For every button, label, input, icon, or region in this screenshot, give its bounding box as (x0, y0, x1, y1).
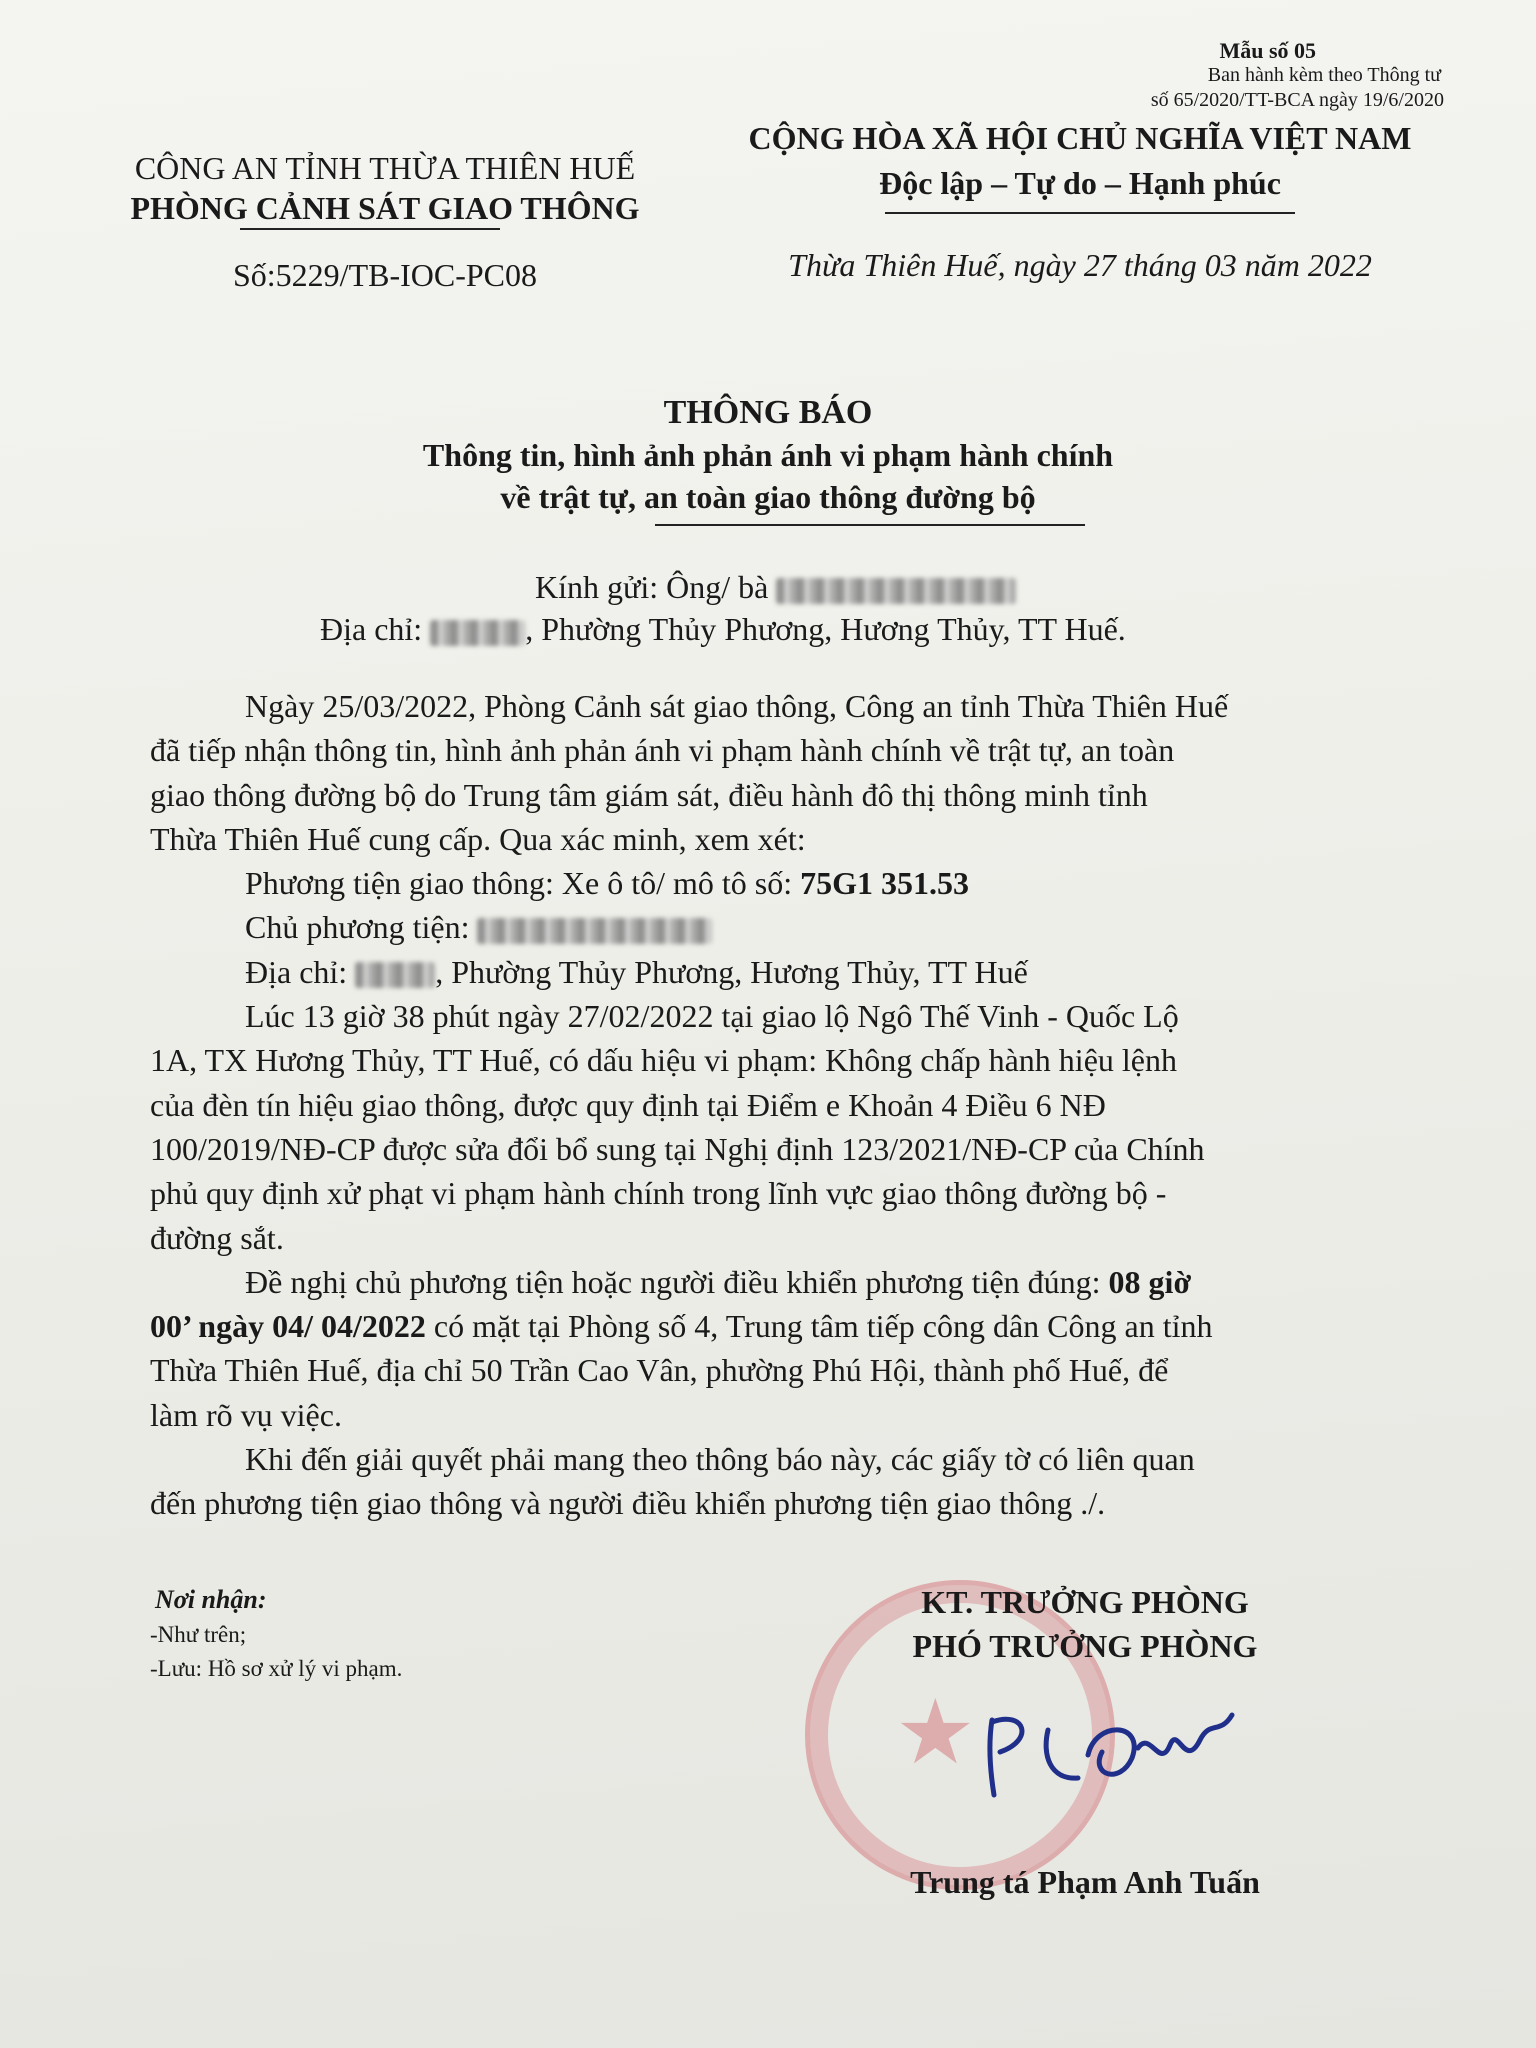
document-title: THÔNG BÁO (663, 394, 873, 431)
instruction-line-2: đến phương tiện giao thông và người điều khiển phương tiện giao thông ./. (150, 1485, 1106, 1522)
department-underline (240, 228, 500, 230)
owner-line (150, 905, 1445, 949)
request-line-1 (150, 1260, 1445, 1304)
request-text: Đề nghị chủ phương tiện hoặc người điều khiển phương tiện đúng: (245, 1263, 1101, 1300)
license-plate: 75G1 351.53 (800, 865, 970, 902)
violation-line: Lúc 13 giờ 38 phút ngày 27/02/2022 tại giao lộ Ngô Thế Vinh - Quốc Lộ (245, 998, 1179, 1035)
title-underline (655, 524, 1085, 526)
document-subtitle-line2: về trật tự, an toàn giao thông đường bộ (500, 479, 1036, 515)
country-name: CỘNG HÒA XÃ HỘI CHỦ NGHĨA VIỆT NAM (748, 120, 1412, 156)
signer-name: Trung tá Phạm Anh Tuấn (910, 1864, 1260, 1900)
motto-underline (885, 212, 1295, 214)
owner-address-line (150, 950, 1445, 994)
violation-line: phủ quy định xử phạt vi phạm hành chính trong lĩnh vực giao thông đường bộ - (150, 1175, 1167, 1212)
recipient-label: Kính gửi: Ông/ bà (535, 569, 769, 605)
national-motto: Độc lập – Tự do – Hạnh phúc (879, 165, 1281, 201)
paragraph-1-line: Thừa Thiên Huế cung cấp. Qua xác minh, xem xét: (150, 820, 806, 857)
recipient-item-1: -Như trên; (150, 1622, 247, 1647)
redacted-recipient-address (430, 620, 525, 646)
redacted-owner-name (477, 918, 712, 944)
handwritten-signature (970, 1700, 1240, 1810)
signature-title-1: KT. TRƯỞNG PHÒNG (921, 1584, 1249, 1620)
request-line-2 (150, 1304, 1445, 1348)
appointment-time-part2: 00’ ngày 04/ 04/2022 (150, 1308, 426, 1345)
vehicle-label: Phương tiện giao thông: Xe ô tô/ mô tô số: (245, 865, 793, 902)
seal-star-icon: ★ (895, 1684, 976, 1783)
paragraph-1-line: đã tiếp nhận thông tin, hình ảnh phản ánh vi phạm hành chính về trật tự, an toàn (150, 732, 1175, 769)
vehicle-line (150, 861, 1445, 905)
recipient-item-2: -Lưu: Hồ sơ xử lý vi phạm. (150, 1656, 403, 1681)
appointment-time-part1: 08 giờ (1108, 1263, 1192, 1300)
form-number: Mẫu số 05 (1219, 38, 1316, 63)
department-name: PHÒNG CẢNH SÁT GIAO THÔNG (130, 190, 640, 226)
owner-address-rest: , Phường Thủy Phương, Hương Thủy, TT Huế (435, 953, 1028, 990)
signature-title-2: PHÓ TRƯỞNG PHÒNG (912, 1628, 1258, 1664)
paragraph-1 (150, 684, 1445, 1526)
owner-address-label: Địa chỉ: (245, 953, 348, 990)
document-number: Số:5229/TB-IOC-PC08 (232, 257, 538, 293)
recipients-label: Nơi nhận: (155, 1585, 267, 1614)
request-line-4: làm rõ vụ việc. (150, 1396, 342, 1433)
recipient-address-line (320, 608, 1126, 650)
violation-line: 100/2019/NĐ-CP được sửa đổi bổ sung tại Nghị định 123/2021/NĐ-CP của Chính (150, 1130, 1205, 1167)
paragraph-1-line: giao thông đường bộ do Trung tâm giám sát, điều hành đô thị thông minh tỉnh (150, 776, 1148, 813)
agency-name: CÔNG AN TỈNH THỪA THIÊN HUẾ (134, 150, 636, 186)
recipient-address-label: Địa chỉ: (320, 611, 423, 647)
place-and-date: Thừa Thiên Huế, ngày 27 tháng 03 năm 2022 (788, 247, 1372, 283)
violation-line: của đèn tín hiệu giao thông, được quy định tại Điểm e Khoản 4 Điều 6 NĐ (150, 1086, 1106, 1123)
violation-line: đường sắt. (150, 1219, 284, 1256)
request-location: có mặt tại Phòng số 4, Trung tâm tiếp công dân Công an tỉnh (433, 1308, 1213, 1345)
recipient-line (535, 566, 1016, 608)
form-circular-ref: số 65/2020/TT-BCA ngày 19/6/2020 (1150, 89, 1444, 111)
instruction-line-1: Khi đến giải quyết phải mang theo thông báo này, các giấy tờ có liên quan (245, 1441, 1195, 1478)
recipient-address-rest: , Phường Thủy Phương, Hương Thủy, TT Huế. (525, 611, 1126, 647)
redacted-owner-address (355, 962, 435, 988)
form-issued-with: Ban hành kèm theo Thông tư (1207, 64, 1441, 86)
violation-line: 1A, TX Hương Thủy, TT Huế, có dấu hiệu vi phạm: Không chấp hành hiệu lệnh (150, 1042, 1177, 1079)
request-line-3: Thừa Thiên Huế, địa chỉ 50 Trần Cao Vân, phường Phú Hội, thành phố Huế, để (150, 1352, 1169, 1389)
redacted-recipient-name (776, 578, 1016, 604)
owner-label: Chủ phương tiện: (245, 909, 470, 946)
document-subtitle-line1: Thông tin, hình ảnh phản ánh vi phạm hành chính (422, 437, 1114, 473)
paragraph-1-line: Ngày 25/03/2022, Phòng Cảnh sát giao thông, Công an tỉnh Thừa Thiên Huế (245, 688, 1229, 724)
